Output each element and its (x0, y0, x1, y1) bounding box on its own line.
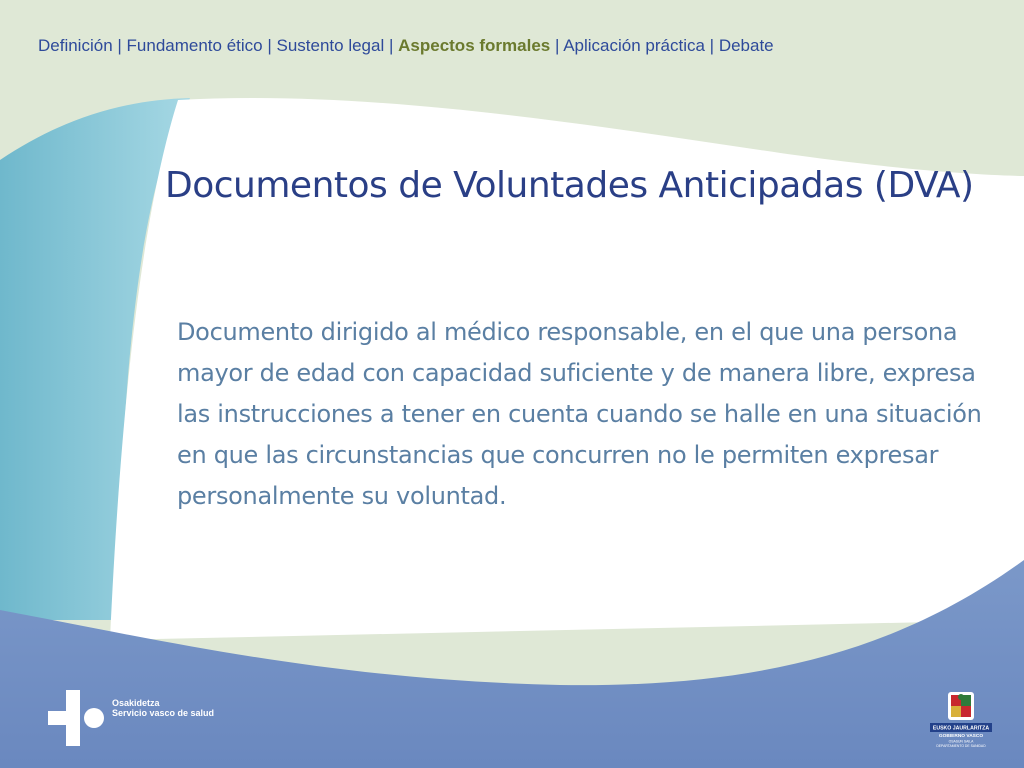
nav-item-definicion[interactable]: Definición (38, 36, 113, 55)
basque-government-emblem-icon (928, 690, 994, 748)
nav-separator: | (704, 36, 719, 55)
emblem-line-4: DEPARTAMENTO DE SANIDAD (936, 744, 986, 748)
breadcrumb-nav (38, 36, 774, 56)
emblem-line-1: EUSKO JAURLARITZA (932, 725, 990, 732)
emblem-line-3: OSASUN SAILA (948, 739, 974, 744)
slide-body-text: Documento dirigido al médico responsable, en el que una persona mayor de edad con capacidad suficiente y de manera libre, expresa las instrucciones a tener en cuenta cuando se halle en una situación en que las circunstancias que concurren no le permiten expresar personalmente su voluntad. (177, 318, 982, 510)
nav-separator: | (112, 36, 127, 55)
nav-item-fundamento-etico[interactable]: Fundamento ético (126, 36, 263, 55)
emblem-line-2: GOBIERNO VASCO (938, 734, 984, 739)
nav-item-aplicacion-practica[interactable]: Aplicación práctica (563, 36, 705, 55)
nav-item-debate[interactable]: Debate (718, 36, 774, 55)
osakidetza-subtitle: Servicio vasco de salud (112, 708, 215, 718)
osakidetza-cross-icon (48, 690, 108, 746)
nav-item-aspectos-formales[interactable]: Aspectos formales (398, 36, 551, 55)
nav-separator: | (384, 36, 399, 55)
slide-title: Documentos de Voluntades Anticipadas (DVA) (165, 165, 974, 206)
nav-item-sustento-legal[interactable]: Sustento legal (276, 36, 385, 55)
osakidetza-logo-text (112, 698, 214, 718)
nav-separator: | (262, 36, 277, 55)
nav-separator: | (550, 36, 564, 55)
osakidetza-name: Osakidetza (112, 698, 160, 708)
